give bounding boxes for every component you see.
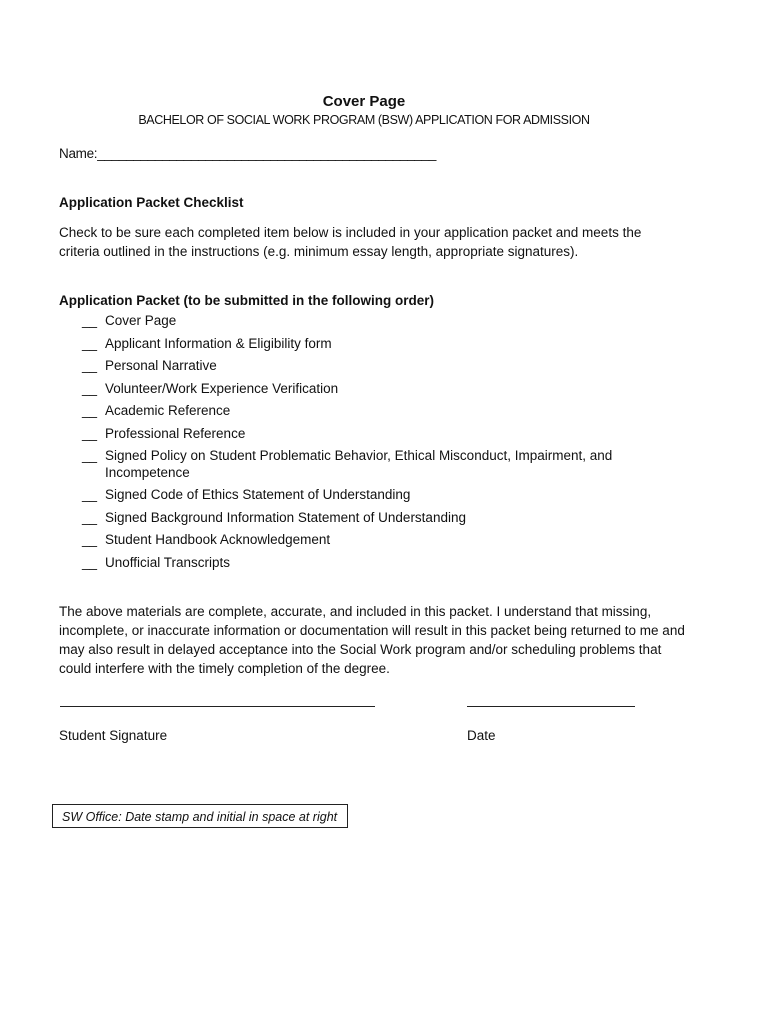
- name-field[interactable]: Name:_______________________________________________: [59, 146, 437, 161]
- checkbox-blank[interactable]: __: [82, 487, 98, 502]
- checkbox-blank[interactable]: __: [82, 425, 98, 441]
- checklist-item-label: Unofficial Transcripts: [105, 554, 231, 570]
- page-subtitle: BACHELOR OF SOCIAL WORK PROGRAM (BSW) APPLICATION FOR ADMISSION: [138, 113, 590, 127]
- checklist-item-academic-reference[interactable]: [82, 403, 642, 420]
- checklist-item-cover-page[interactable]: [82, 313, 642, 330]
- checklist-instructions: Check to be sure each completed item below is included in your application packet and meets the criteria outlined in the instructions (e.g. minimum essay length, appropriate signatures).: [59, 225, 642, 259]
- acknowledgement-statement: The above materials are complete, accurate, and included in this packet. I understand that missing, incomplete, or inaccurate information or documentation will result in this packet being returned to me and may also result in delayed acceptance into the Social Work program and/or scheduling problems that could interfere with the timely completion of the degree.: [59, 604, 685, 676]
- checklist-item-personal-narrative[interactable]: [82, 358, 642, 375]
- checklist-item-volunteer-verification[interactable]: [82, 381, 642, 398]
- checkbox-blank[interactable]: __: [82, 335, 98, 351]
- checklist-item-background-information[interactable]: [82, 510, 642, 527]
- checklist-item-code-of-ethics[interactable]: [82, 487, 642, 504]
- checklist-item-handbook-acknowledgement[interactable]: [82, 532, 642, 549]
- checklist-item-label: Signed Policy on Student Problematic Behavior, Ethical Misconduct, Impairment, and Incompetence: [105, 448, 613, 480]
- page-title: Cover Page: [322, 93, 406, 110]
- checklist-item-label: Cover Page: [105, 313, 177, 328]
- checklist-item-applicant-info[interactable]: [82, 336, 642, 353]
- checklist-item-label: Volunteer/Work Experience Verification: [105, 380, 339, 396]
- checklist-item-signed-policy[interactable]: [82, 448, 642, 481]
- packet-heading: Application Packet (to be submitted in the following order): [59, 293, 435, 308]
- student-signature-line[interactable]: [60, 706, 375, 707]
- date-line[interactable]: [467, 706, 635, 707]
- checklist-item-label: Signed Background Information Statement of Understanding: [105, 509, 466, 525]
- checkbox-blank[interactable]: __: [82, 380, 98, 396]
- student-signature-label: Student Signature: [59, 728, 168, 743]
- checkbox-blank[interactable]: __: [82, 403, 98, 418]
- checklist-heading: Application Packet Checklist: [59, 195, 244, 210]
- checklist-item-transcripts[interactable]: [82, 555, 642, 572]
- checkbox-blank[interactable]: __: [82, 532, 98, 547]
- checkbox-blank[interactable]: __: [82, 313, 98, 328]
- checkbox-blank[interactable]: __: [82, 509, 98, 525]
- checklist-item-label: Academic Reference: [105, 403, 231, 418]
- checkbox-blank[interactable]: __: [82, 448, 98, 463]
- checklist-item-label: Student Handbook Acknowledgement: [105, 532, 331, 547]
- checkbox-blank[interactable]: __: [82, 358, 98, 373]
- checklist-item-label: Signed Code of Ethics Statement of Understanding: [105, 487, 411, 502]
- packet-checklist: [82, 313, 642, 577]
- office-use-box: SW Office: Date stamp and initial in space at right: [52, 804, 348, 828]
- checklist-item-professional-reference[interactable]: [82, 426, 642, 443]
- checklist-item-label: Personal Narrative: [105, 358, 217, 373]
- checklist-item-label: Applicant Information & Eligibility form: [105, 335, 332, 351]
- checklist-item-label: Professional Reference: [105, 425, 246, 441]
- date-label: Date: [467, 728, 496, 743]
- checkbox-blank[interactable]: __: [82, 554, 98, 570]
